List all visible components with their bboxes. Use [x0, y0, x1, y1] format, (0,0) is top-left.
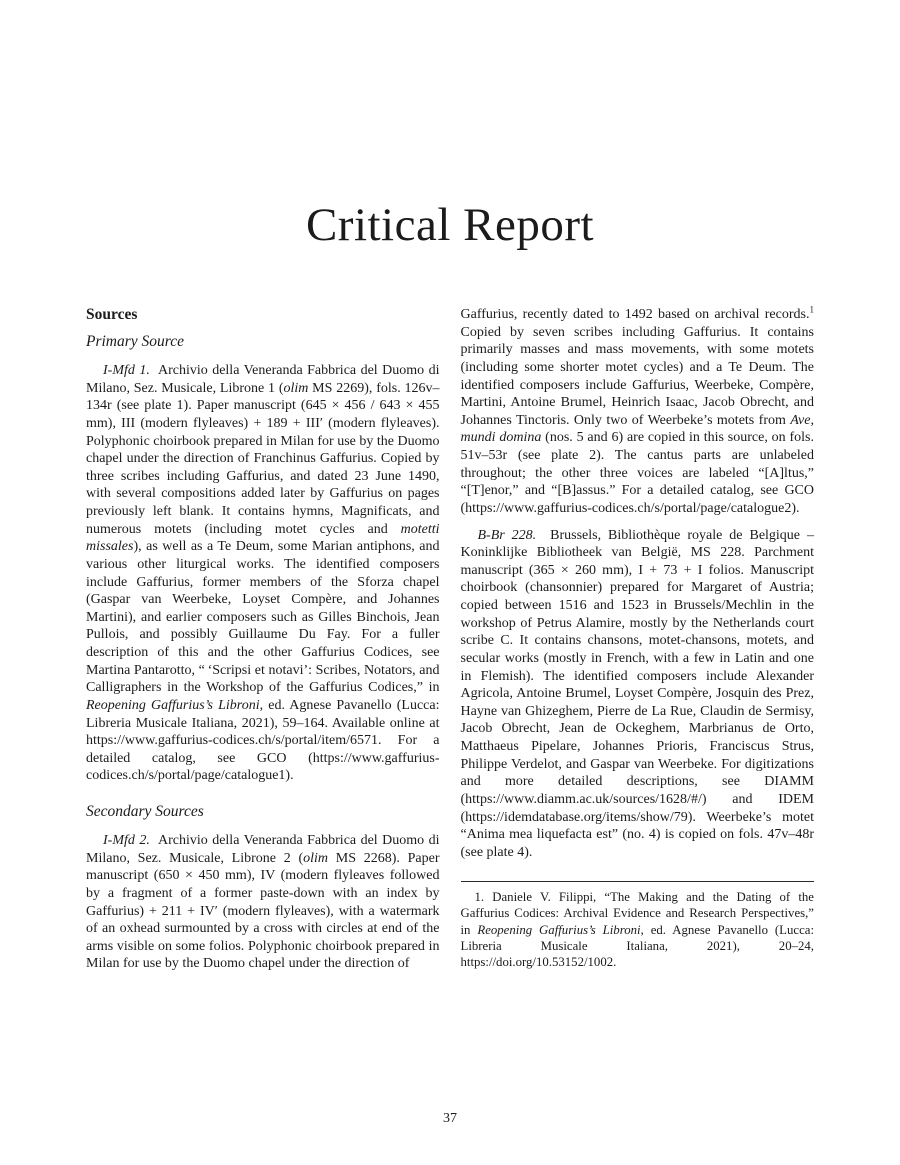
text-run: , ed. Agnese Pavanello (Lucca: Libreria Musicale Italiana, 2021), 59–164. Available online at https://www.gaffurius-codices.ch/s/portal/item/6571. For a detailed catalog, see GCO (https://www.gaffurius-codices.ch/s/portal/page/catalogue1).	[86, 697, 440, 784]
text-run: ), as well as a Te Deum, some Marian antiphons, and various other liturgical works. The identified composers include Gaffurius, former members of the Sforza chapel (Gaspar van Weerbeke, Loyset Compère, and Johannes Martini), and earlier composers such as Gilles Binchois, Jean Pullois, and possibly Guillaume Du Fay. For a fuller description of this and the other Gaffurius Codices, see Martina Pantarotto, “ ‘Scripsi et notavi’: Scribes, Notators, and Calligraphers in the Workshop of the Gaffurius Codices,” in	[86, 539, 440, 696]
page-number: 37	[443, 1111, 457, 1126]
text-run: Reopening Gaffurius’s Libroni	[477, 922, 641, 937]
paragraph-bbr228	[461, 527, 815, 862]
text-run: B-Br 228.	[477, 527, 537, 543]
sources-heading: Sources	[86, 306, 138, 323]
text-run: MS 2268). Paper manuscript (650 × 450 mm), IV (modern flyleaves followed by a fragment of a former paste-down with an index by Gaffurius) + 211 + IV′ (modern flyleaves), with a watermark of an oxhead surmounted by a cross with circles at end of the arms visible on some folios. Polyphonic choirbook prepared in Milan for use by the Duomo chapel under the direction of	[86, 850, 440, 972]
text-run: Ave, mundi domina	[460, 412, 814, 446]
left-column	[86, 306, 440, 973]
text-run: Reopening Gaffurius’s Libroni	[86, 697, 260, 713]
text-run: motetti missales	[86, 521, 440, 555]
footnote-divider	[461, 881, 815, 882]
text-run: Gaffurius, recently dated to 1492 based on archival records.	[460, 307, 810, 322]
text-run: Archivio della Veneranda Fabbrica del Duomo di Milano, Sez. Musicale, Librone 2 (	[86, 833, 440, 866]
text-run: Copied by seven scribes including Gaffurius. It contains primarily masses and mass movements, with some motets (including some shorter motet cycles) and a Te Deum. The identified composers include Gaffurius, Weerbeke, Compère, Martini, Antoine Brumel, Heinrich Isaac, Jacob Obrecht, and Johannes Tinctoris. Only two of Weerbeke’s motets from	[460, 324, 814, 428]
text-run: I-Mfd 2.	[103, 833, 150, 848]
text-run: olim	[283, 380, 309, 396]
paragraph-imfd2	[86, 832, 440, 973]
footnote-1	[461, 889, 815, 970]
text-run: 1. Daniele V. Filippi, “The Making and the Dating of the Gaffurius Codices: Archival Evidence and Research Perspectives,” in	[460, 890, 814, 937]
page-title: Critical Report	[305, 199, 595, 251]
text-run: , ed. Agnese Pavanello (Lucca: Libreria Musicale Italiana, 2021), 20–24, https://doi.org/10.53152/1002.	[460, 922, 814, 969]
text-run: olim	[303, 850, 329, 866]
text-run: Archivio della Veneranda Fabbrica del Duomo di Milano, Sez. Musicale, Librone 1 (	[86, 363, 440, 396]
text-run: Brussels, Bibliothèque royale de Belgique – Koninklijke Bibliotheek van België, MS 228. Parchment manuscript (365 × 260 mm), I + 73 + I folios. Manuscript choirbook (chansonnier) prepared for Margaret of Austria; copied between 1516 and 1523 in Brussels/Mechlin in the workshop of Petrus Alamire, mostly by the Netherlands court scribe C. It contains chansons, motet-chansons, motets, and secular works (mostly in French, with a few in Latin and one in Flemish). The identified composers include Alexander Agricola, Antoine Brumel, Loyset Compère, Josquin des Prez, Hayne van Ghizeghem, Pierre de La Rue, Claudin de Sermisy, Jacob Obrecht, Jean de Ockeghem, Marbrianus de Orto, Matthaeus Pipelare, Johannes Prioris, Franciscus Strus, Philippe Verdelot, and Gaspar van Weerbeke. For digitizations and more detailed descriptions, see DIAMM (https://www.diamm.ac.uk/sources/1628/#/) and IDEM (https://idemdatabase.org/items/show/79). Weerbeke’s motet “Anima mea liquefacta est” (no. 4) is copied on fols. 47v–48r (see plate 4).	[460, 527, 814, 860]
text-run: MS 2269), fols. 126v–134r (see plate 1). Paper manuscript (645 × 456 / 643 × 455 mm), III (modern flyleaves) + 189 + III′ (modern flyleaves). Polyphonic choirbook prepared in Milan for use by the Duomo chapel under the direction of Franchinus Gaffurius. Copied by three scribes including Gaffurius, and dated 23 June 1490, with several compositions added later by Gaffurius on pages previously left blank. It contains hymns, Magnificats, and numerous motets (including motet cycles and	[86, 380, 440, 537]
two-column-layout	[0, 306, 900, 973]
footnote-block	[461, 881, 815, 970]
secondary-sources-heading: Secondary Sources	[86, 803, 204, 820]
footnote-reference: 1	[809, 304, 814, 315]
right-column	[461, 306, 815, 973]
text-run: (nos. 5 and 6) are copied in this source, on fols. 51v–53r (see plate 2). The cantus parts are unlabeled throughout; the other three voices are labeled “[A]ltus,” “[T]enor,” and “[B]assus.” For a detailed catalog, see GCO (https://www.gaffurius-codices.ch/s/portal/page/catalogue2).	[460, 430, 814, 516]
text-run: I-Mfd 1.	[103, 363, 150, 378]
primary-source-heading: Primary Source	[86, 333, 185, 350]
paragraph-imfd1	[86, 362, 440, 785]
paragraph-imfd2-continuation	[461, 306, 815, 518]
